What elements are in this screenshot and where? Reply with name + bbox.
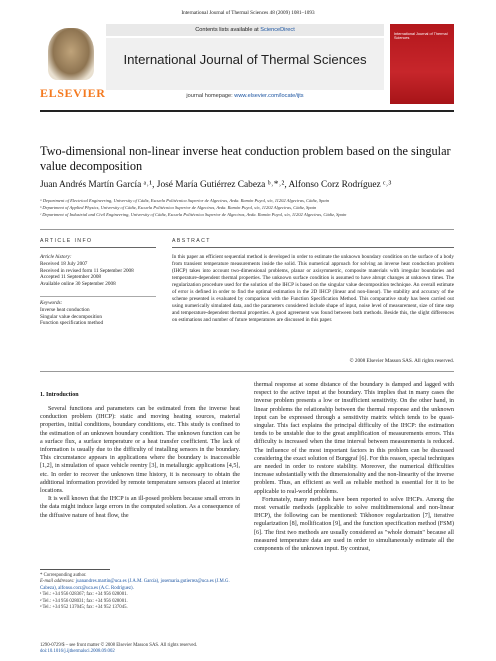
sciencedirect-link[interactable]: ScienceDirect (260, 27, 295, 33)
article-info-label: ARTICLE INFO (40, 238, 93, 244)
right-column (254, 381, 454, 553)
left-column (40, 405, 240, 520)
abstract-body: In this paper an efficient sequential method is developed in order to estimate the unknown boundary condition on the surface of a body from transient temperature measurements inside the solid. This numerical approach for solving an inverse heat conduction problem (IHCP) takes into account two-dimensional problems, planar or axisymmetric, composite materials with irregular boundaries and temperature-dependent thermal properties. The unknown surface condition is assumed to have abrupt changes at unknown times. The regularization procedure used for the solution of the IHCP is based on the singular value decomposition technique. An overall estimate of error is defined in order to find the optimal estimation in the 2D IHCP (linear and non-linear). The stability and accuracy of the scheme presented is evaluated by comparison with the Function Specification Method. This comparative study has been carried out using numerically simulated data, and the parameters considered include shape of input, noise level of measurement, size of time step and temperature-dependent thermal properties. A good agreement was found between both methods. Beside this, the slight differences on estimations and number of future temperatures are discussed in this paper. (172, 254, 454, 324)
article-title: Two-dimensional non-linear inverse heat conduction problem based on the singular value decomposition (40, 144, 451, 173)
keywords-block (40, 300, 156, 327)
journal-banner (40, 24, 454, 106)
tree-icon (48, 28, 94, 80)
history-item: Received in revised form 11 September 2008 (40, 267, 134, 274)
author-list: Juan Andrés Martín García ᵃ˒¹, José María Gutiérrez Cabeza ᵇ˒*˒², Alfonso Corz Rodríguez ᶜ˒³ (40, 180, 392, 190)
email-prefix: E-mail addresses: (40, 579, 76, 585)
abstract-divider (40, 371, 454, 372)
journal-cover-thumbnail[interactable] (390, 24, 454, 104)
history-heading: Article history: (40, 254, 72, 260)
body-paragraph: It is well known that the IHCP is an ill-posed problem because small errors in the data might induce large errors in the computed solution. As a consequence of the diffusive nature of heat flow, the (40, 496, 240, 519)
history-item: Received 18 July 2007 (40, 260, 88, 267)
section-heading-introduction: 1. Introduction (40, 392, 79, 398)
keyword-item: Singular value decomposition (40, 313, 102, 320)
history-item: Accepted 11 September 2008 (40, 274, 102, 281)
body-paragraph: Fortunately, many methods have been reported to solve IHCPs. Among the most versatile methods (applicable to solve multidimensional and non-linear IHCP), the following can be mentioned: Tikhonov regularization [7], iterative regularization [8], mollification [9], and the function specification method (FSM) [6]. The first two methods are usually considered as "whole domain" because all measured temperature data are used in order to simultaneously estimate all the components of the unknown input. By contrast, (254, 496, 454, 553)
keyword-item: Inverse heat conduction (40, 306, 90, 313)
footnote-rule (40, 569, 110, 570)
affiliation-b: ᵇ Department of Applied Physics, University of Cádiz, Escuela Politécnica Superior de Algeciras, Avda. Ramón Puyol, s/n, 11202 Algeciras, Cádiz, Spain (40, 205, 317, 210)
keyword-item: Function specification method (40, 320, 104, 327)
tel-note: ³ Tel.: +34 952 137045; fax: +34 952 137045. (40, 605, 128, 611)
history-item: Available online 30 September 2008 (40, 281, 116, 288)
abstract-label: ABSTRACT (172, 238, 211, 244)
abstract-copyright: © 2008 Elsevier Masson SAS. All rights reserved. (349, 358, 454, 364)
elsevier-logo-text: ELSEVIER (40, 86, 106, 100)
tel-note: ² Tel.: +34 956 028031; fax: +34 956 028001. (40, 598, 128, 604)
doi-link[interactable]: doi:10.1016/j.ijthermalsci.2008.09.002 (40, 649, 115, 655)
email-addresses[interactable]: juanandres.martin@uca.es (J.A.M. García), josemaria.gutierrez@uca.es (J.M.G. Cabeza), alfonso.corz@uca.es (A.C. Rodríguez). (40, 579, 230, 591)
contents-line (106, 24, 384, 36)
abstract-rule (172, 247, 454, 248)
homepage-link[interactable]: www.elsevier.com/locate/ijts (234, 93, 304, 99)
article-history (40, 254, 156, 288)
issn-line: 1290-0729/$ – see front matter © 2008 Elsevier Masson SAS. All rights reserved. (40, 643, 198, 648)
affiliation-a: ᵃ Department of Electrical Engineering, University of Cádiz, Escuela Politécnica Superior de Algeciras, Avda. Ramón Puyol, s/n, 11202 Algeciras, Cádiz, Spain (40, 198, 330, 203)
article-info-rule (40, 247, 156, 248)
affiliation-c: ᶜ Department of Industrial and Civil Engineering, University of Cádiz, Escuela Politécnica Superior de Algeciras, Avda. Ramón Puyol, s/n, 11202 Algeciras, Cádiz, Spain (40, 212, 347, 217)
corresponding-author-note: * Corresponding author. (40, 573, 87, 578)
bottom-meta (40, 643, 240, 655)
journal-title: International Journal of Thermal Sciences (123, 52, 367, 67)
cover-title: International Journal of Thermal Sciences (394, 32, 448, 41)
journal-homepage (106, 93, 384, 99)
body-paragraph: thermal response at some distance of the boundary is damped and lagged with respect to the active input at the boundary. This implies that in many cases the inverse problem presents a low or insufficient sensitivity. On the other hand, in linear problems the relationship between the thermal response and the unknown input can be expressed through a sensitivity matrix which tends to be quasi-singular. This fact explains the principal difficulty of the IHCP: the estimation tends to be unstable due to the great amplification of measurements errors. This difficulty is increased when the time interval between measurements is reduced. The influence of the most important factors in this problem can be discussed considering the exact solution of Burggraf [6]. For this reason, special techniques are needed in order to restore stability. Moreover, the numerical difficulties increase substantially with the dimensionality and the non-linearity of the inverse problem. Thus, an efficient as well as reliable method is essential for it to be applicable to real-world problems. (254, 382, 454, 495)
homepage-prefix: journal homepage: (186, 93, 235, 99)
body-paragraph: Several functions and parameters can be estimated from the inverse heat conduction problem (IHCP): static and moving heating sources, material properties, initial conditions, boundary conditions, etc. This study is confined to the estimation of an unknown boundary condition. The unknown function can be a surface flux, a surface temperature or a heat transfer coefficient. The lack of information is usually due to the difficulty of installing sensors in the boundary. This circumstance appears in applications where the boundary is inaccessible [1,2], in simulation of space vehicle reentry [3], in metallurgic applications [4,5], etc. In order to recover the unknown time history, it is necessary to obtain the additional information provided by remote temperature sensors placed at interior locations. (40, 406, 240, 495)
contents-prefix: Contents lists available at (195, 27, 261, 33)
history-rule (40, 296, 156, 297)
journal-info-panel (106, 24, 384, 104)
email-note (40, 579, 240, 592)
tel-note: ¹ Tel.: +34 956 028367; fax: +34 956 028001. (40, 592, 128, 598)
running-head: International Journal of Thermal Sciences 48 (2009) 1081–1093 (181, 10, 315, 16)
footnotes (40, 573, 240, 611)
keywords-heading: Keywords: (40, 300, 63, 306)
elsevier-logo[interactable] (40, 24, 106, 104)
affiliation-divider (40, 229, 454, 230)
header-divider (40, 110, 454, 112)
